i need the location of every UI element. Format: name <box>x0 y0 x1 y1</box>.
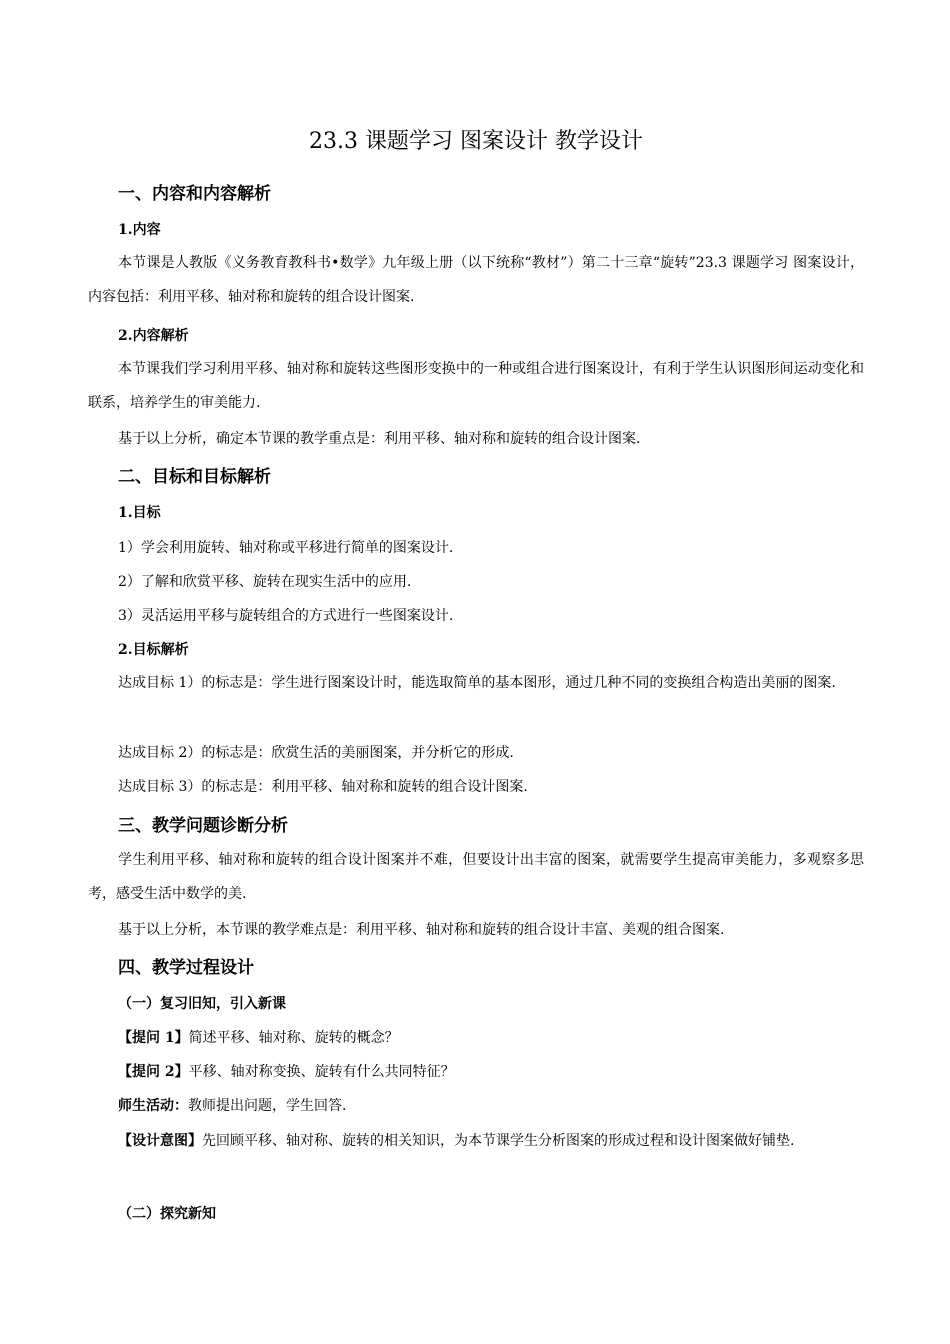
paragraph-goal-2: 达成目标 2）的标志是：欣赏生活的美丽图案，并分析它的形成. <box>118 745 514 761</box>
question-2-tag: 【提问 2】 <box>118 1064 189 1080</box>
teacher-student-activity <box>118 1095 346 1117</box>
paragraph-diagnosis: 学生利用平移、轴对称和旋转的组合设计图案并不难，但要设计出丰富的图案，就需要学生提高审美能力，多观察多思考，感受生活中数学的美. <box>88 852 864 902</box>
question-1-tag: 【提问 1】 <box>118 1030 189 1046</box>
activity-text: 教师提出问题，学生回答. <box>188 1098 347 1114</box>
design-intent <box>88 1124 864 1158</box>
section-heading-diagnosis: 三、教学问题诊断分析 <box>118 816 288 836</box>
goal-item-3: 3）灵活运用平移与旋转组合的方式进行一些图案设计. <box>118 608 454 624</box>
section-heading-goals: 二、目标和目标解析 <box>118 467 271 487</box>
goal-item-1: 1）学会利用旋转、轴对称或平移进行简单的图案设计. <box>118 540 454 556</box>
subheading-goal-analysis: 2.目标解析 <box>118 642 189 658</box>
section-heading-content: 一、内容和内容解析 <box>118 184 271 204</box>
paragraph-content: 本节课是人教版《义务教育教科书•数学》九年级上册（以下统称“教材”）第二十三章“旋转”23.3 课题学习 图案设计，内容包括：利用平移、轴对称和旋转的组合设计图案. <box>88 255 864 305</box>
activity-tag: 师生活动： <box>118 1098 188 1114</box>
paragraph-key-point: 基于以上分析，确定本节课的教学重点是：利用平移、轴对称和旋转的组合设计图案. <box>118 431 641 447</box>
paragraph-content-analysis: 本节课我们学习利用平移、轴对称和旋转这些图形变换中的一种或组合进行图案设计，有利于学生认识图形间运动变化和联系，培养学生的审美能力. <box>88 361 864 411</box>
design-intent-text: 先回顾平移、轴对称、旋转的相关知识，为本节课学生分析图案的形成过程和设计图案做好铺垫. <box>202 1133 795 1149</box>
question-1-text: 简述平移、轴对称、旋转的概念？ <box>188 1030 399 1046</box>
question-2 <box>118 1061 455 1083</box>
paragraph-goal-3: 达成目标 3）的标志是：利用平移、轴对称和旋转的组合设计图案. <box>118 779 528 795</box>
document-title: 23.3 课题学习 图案设计 教学设计 <box>309 129 643 154</box>
subheading-explore: （二）探究新知 <box>118 1206 216 1222</box>
subheading-content: 1.内容 <box>118 222 161 238</box>
goal-item-2: 2）了解和欣赏平移、旋转在现实生活中的应用. <box>118 574 412 590</box>
paragraph-goal-1: 达成目标 1）的标志是：学生进行图案设计时，能选取简单的基本图形，通过几种不同的变换组合构造出美丽的图案. <box>118 675 836 691</box>
section-heading-process: 四、教学过程设计 <box>118 958 254 978</box>
subheading-content-analysis: 2.内容解析 <box>118 328 189 344</box>
subheading-review: （一）复习旧知，引入新课 <box>118 996 286 1012</box>
question-1 <box>118 1027 399 1049</box>
design-intent-tag: 【设计意图】 <box>118 1133 202 1149</box>
question-2-text: 平移、轴对称变换、旋转有什么共同特征？ <box>188 1064 455 1080</box>
paragraph-difficulty: 基于以上分析，本节课的教学难点是：利用平移、轴对称和旋转的组合设计丰富、美观的组合图案. <box>118 922 725 938</box>
subheading-goals: 1.目标 <box>118 505 161 521</box>
